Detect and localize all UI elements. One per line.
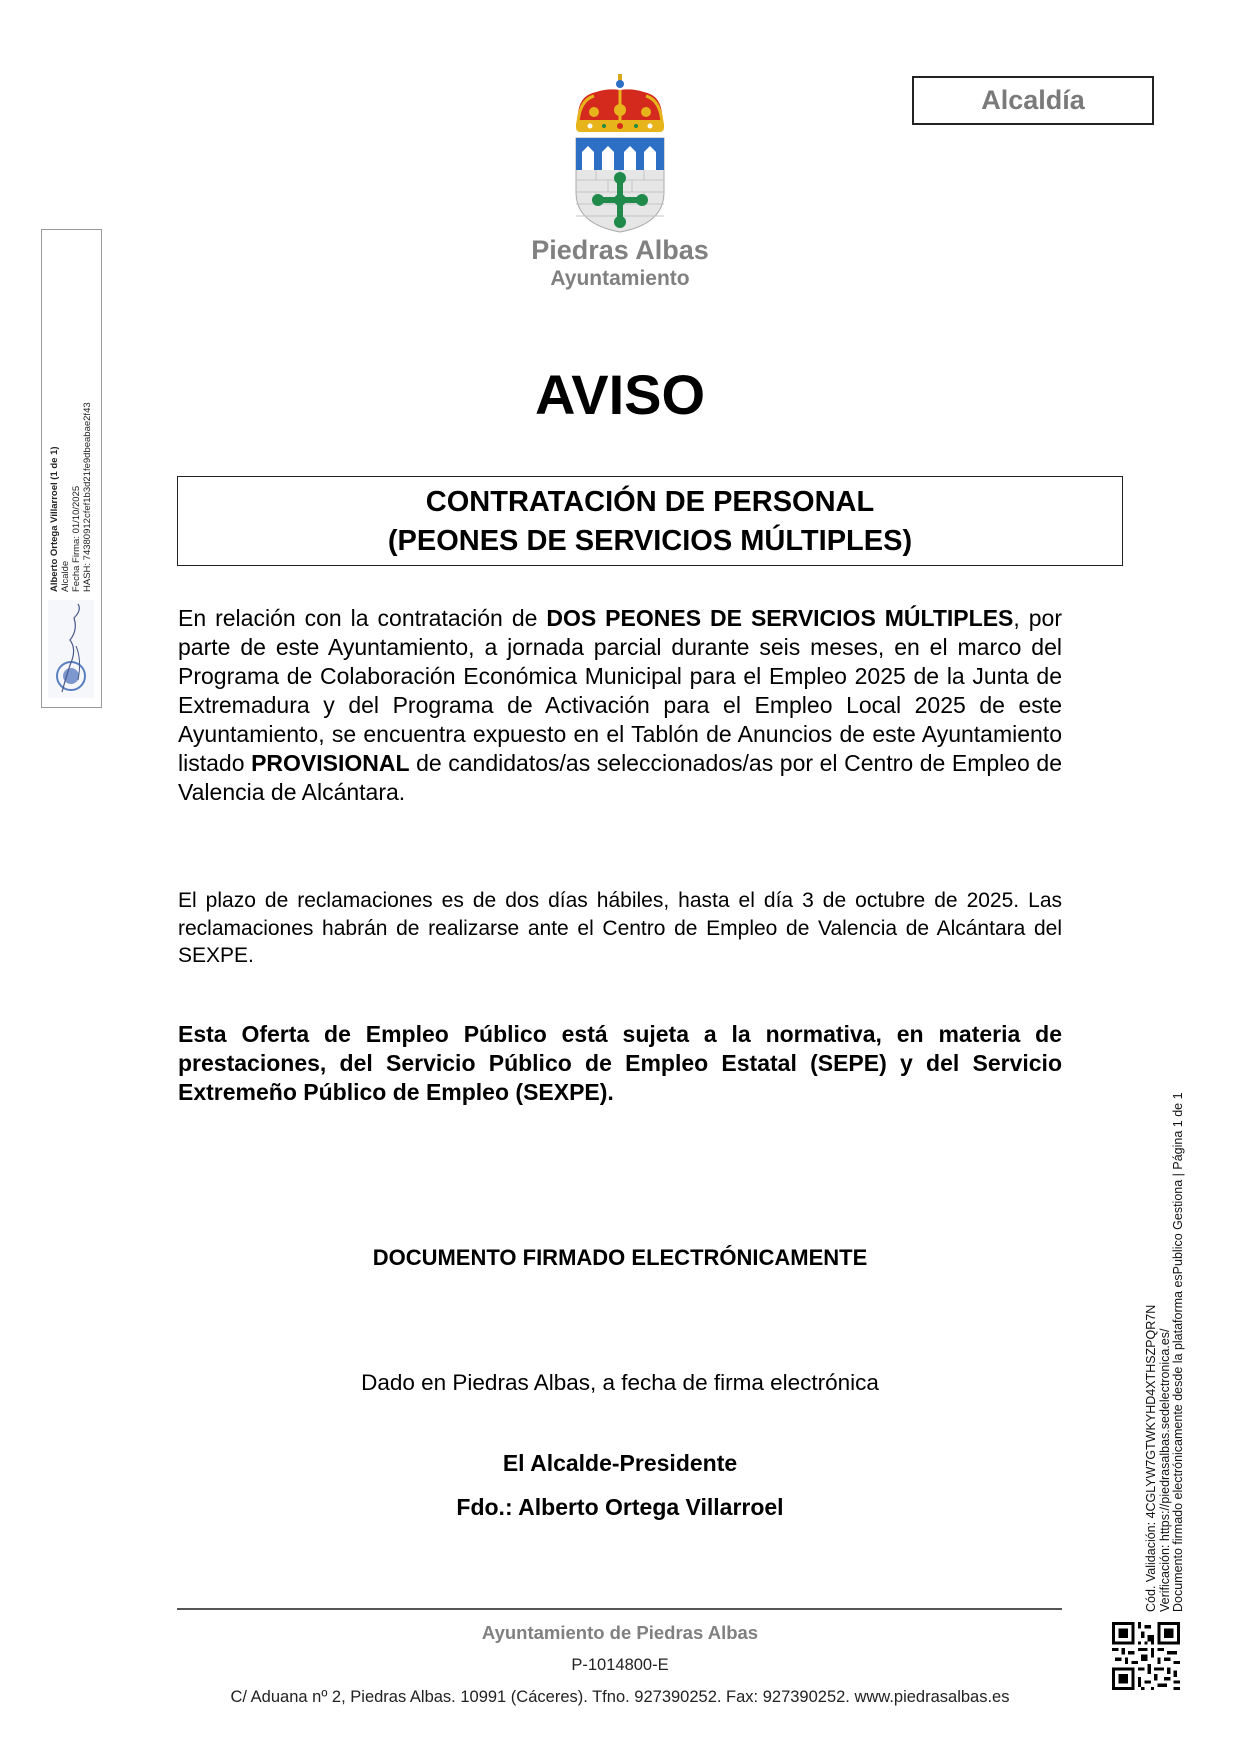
signed-document-label: DOCUMENTO FIRMADO ELECTRÓNICAMENTE <box>372 1245 868 1270</box>
signature-strip <box>41 229 102 708</box>
department-box <box>912 76 1154 125</box>
footer-address: C/ Aduana nº 2, Piedras Albas. 10991 (Cáceres). Tfno. 927390252. Fax: 927390252. www.piedrasalbas.es <box>230 1688 1010 1706</box>
signature-date: Fecha Firma: 01/10/2025 <box>71 485 82 592</box>
signature-hash: HASH: 74380912cfef1b3d21fe9dbeabae2f43 <box>82 402 93 592</box>
department-label: Alcaldía <box>981 85 1085 115</box>
given-in-text: Dado en Piedras Albas, a fecha de firma electrónica <box>361 1370 879 1395</box>
subject-line-1: CONTRATACIÓN DE PERSONAL <box>425 486 875 518</box>
para1-text-2: , por parte de este Ayuntamiento, a jornada parcial durante seis meses, en el marco del Programa de Colaboración Económica Municipal para el Empleo 2025 de la Junta de Extremadura y del Programa de Activación para el Empleo Local 2025 de este Ayuntamiento, se encuentra expuesto en el Tablón de Anuncios de este Ayuntamiento listado <box>178 605 1062 776</box>
validation-code: Cód. Validación: 4CGLYW7GTWKYHD4XTHSZPQR7N <box>1144 1304 1158 1612</box>
body-paragraph-3: Esta Oferta de Empleo Público está sujeta a la normativa, en materia de prestaciones, del Servicio Público de Empleo Estatal (SEPE) y del Servicio Extremeño Público de Empleo (SEXPE). <box>178 1021 1062 1105</box>
qr-code-icon <box>1112 1622 1180 1690</box>
subject-line-2: (PEONES DE SERVICIOS MÚLTIPLES) <box>387 525 913 557</box>
signer-line: Alberto Ortega Villarroel (1 de 1) <box>49 446 60 592</box>
para1-text-3: de candidatos/as seleccionados/as por el Centro de Empleo de Valencia de Alcántara. <box>178 750 1062 805</box>
para1-bold-2: PROVISIONAL <box>251 750 410 776</box>
platform-note: Documento firmado electrónicamente desde la plataforma esPublico Gestiona | Página 1 de 1 <box>1171 1092 1185 1612</box>
signature-details <box>49 172 93 592</box>
signer-name: Fdo.: Alberto Ortega Villarroel <box>456 1494 784 1520</box>
footer-cif: P-1014800-E <box>571 1656 669 1674</box>
validation-info <box>1145 1092 1186 1612</box>
verification-url[interactable]: Verificación: https://piedrasalbas.sedelectronica.es/ <box>1157 1328 1172 1612</box>
subject-box <box>177 476 1123 566</box>
town-subtitle: Ayuntamiento <box>550 267 690 290</box>
page-title: AVISO <box>534 363 706 426</box>
signer-position: Alcalde <box>60 560 71 592</box>
body-paragraph-1 <box>178 604 1062 807</box>
footer-divider <box>177 1608 1062 1610</box>
coat-of-arms-icon <box>572 74 668 234</box>
signer-role: El Alcalde-Presidente <box>502 1450 738 1476</box>
body-paragraph-2: El plazo de reclamaciones es de dos días hábiles, hasta el día 3 de octubre de 2025. Las reclamaciones habrán de realizarse ante el Centro de Empleo de Valencia de Alcántara del SEXPE. <box>178 889 1062 967</box>
town-name: Piedras Albas <box>531 235 709 265</box>
footer-organization: Ayuntamiento de Piedras Albas <box>481 1622 759 1643</box>
signature-stamp-icon <box>48 600 94 698</box>
para1-bold-1: DOS PEONES DE SERVICIOS MÚLTIPLES <box>546 605 1014 631</box>
para1-text-1: En relación con la contratación de <box>178 605 547 631</box>
